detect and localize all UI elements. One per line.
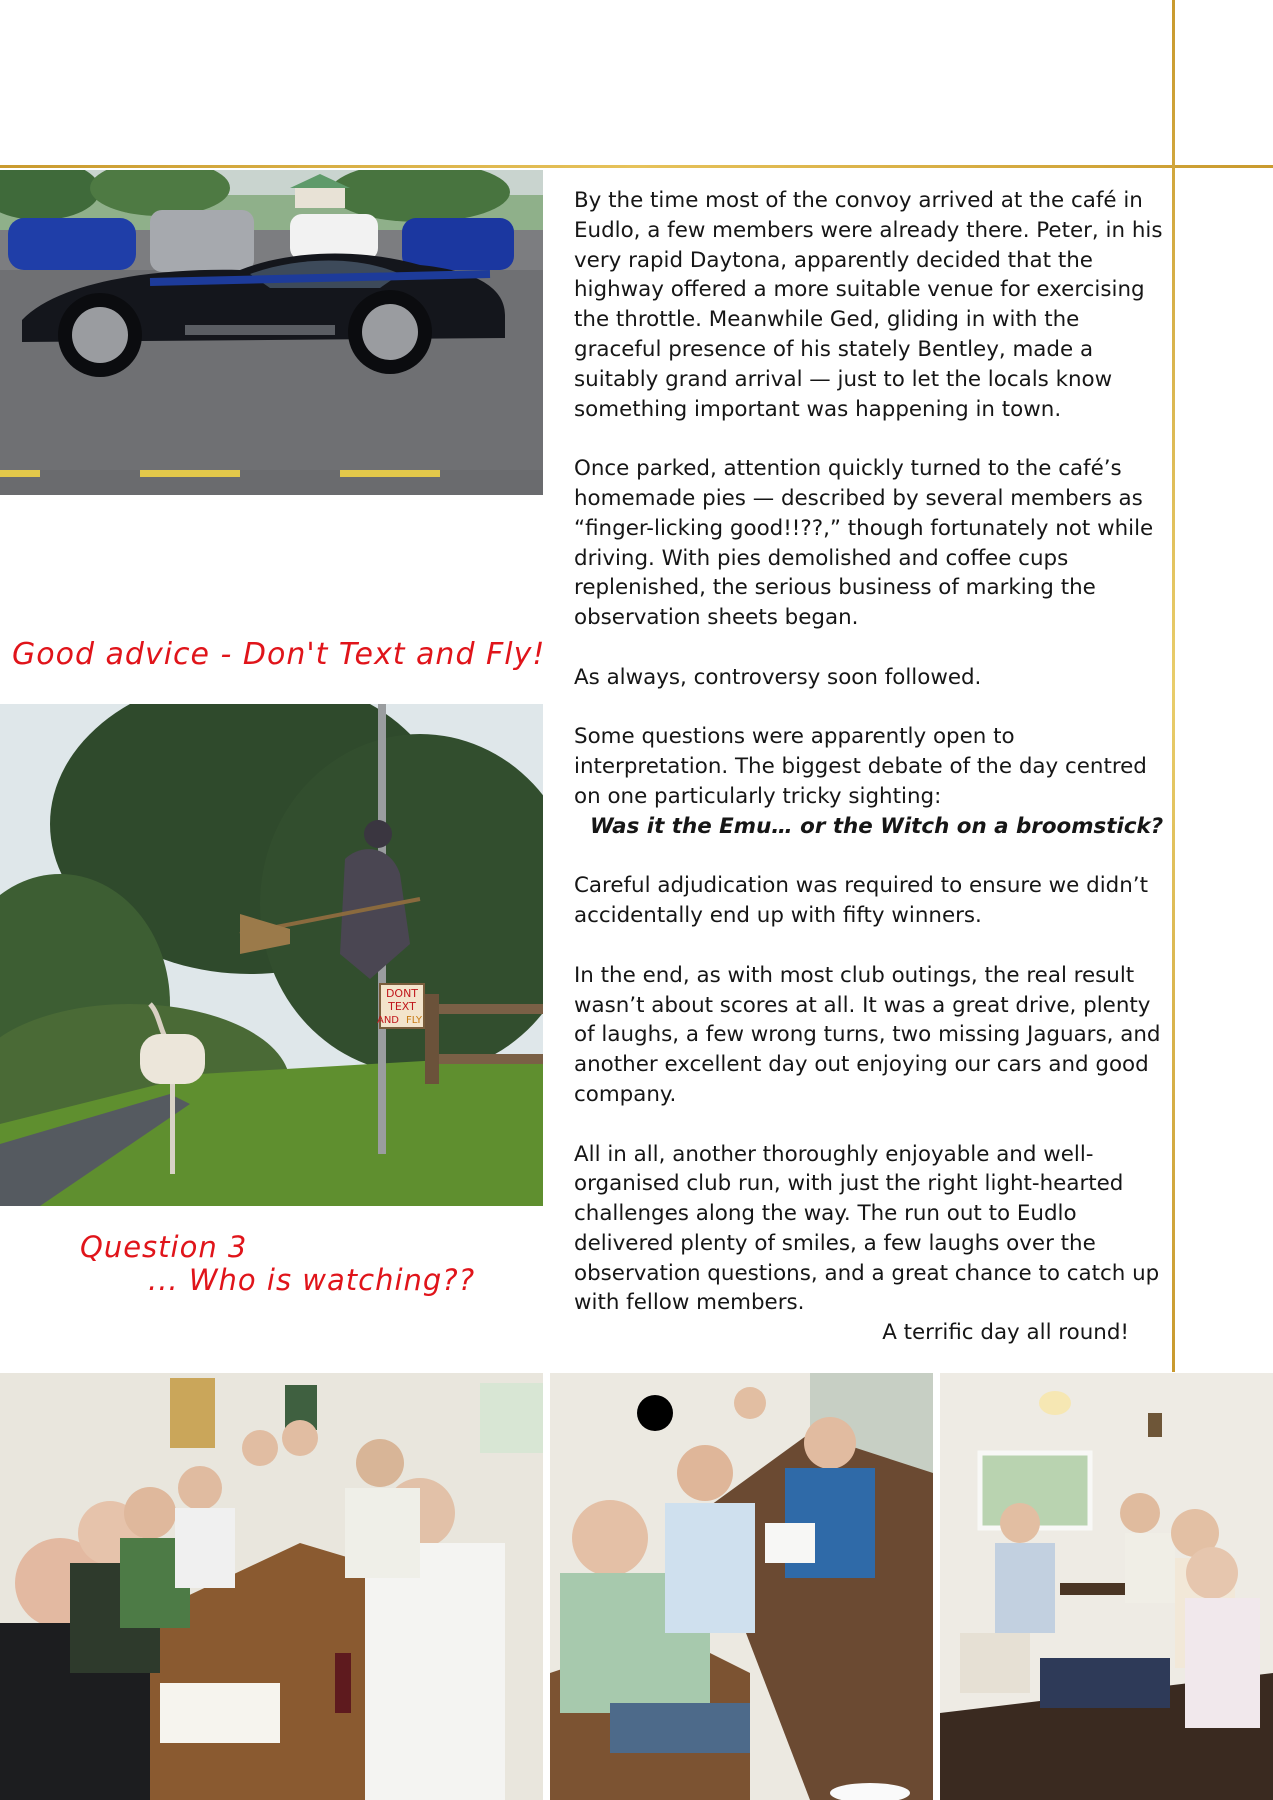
paragraph-debate xyxy=(574,722,1169,841)
cafe-photo-right xyxy=(940,1373,1273,1800)
paragraph-adjudication: Careful adjudication was required to ensure we didn’t accidentally end up with fifty winners. xyxy=(574,873,1148,929)
article-body xyxy=(574,186,1169,1348)
paragraph-result: In the end, as with most club outings, the real result wasn’t about scores at all. It was a great drive, plenty of laughs, a few wrong turns, two missing Jaguars, and another excellent day out enjoying our cars and good company. xyxy=(574,962,1161,1107)
car-photo xyxy=(0,170,543,495)
advice-note: Good advice - Don't Text and Fly! xyxy=(12,637,546,672)
paragraph-controversy: As always, controversy soon followed. xyxy=(574,664,982,690)
witch-photo xyxy=(0,704,543,1206)
paragraph-summary: All in all, another thoroughly enjoyable and well-organised club run, with just the right light-hearted challenges along the way. The run out to Eudlo delivered plenty of smiles, a few laughs over the observation questions, and a great chance to catch up with fellow members. xyxy=(574,1141,1160,1316)
closing-line: A terrific day all round! xyxy=(882,1320,1129,1346)
question-note-line2: ... Who is watching?? xyxy=(148,1263,476,1297)
question-note-line1: Question 3 xyxy=(80,1230,248,1264)
paragraph-arrival: By the time most of the convoy arrived at the café in Eudlo, a few members were already there. Peter, in his very rapid Daytona, apparently decided that the highway offered a more suitable venue for exercising the throttle. Meanwhile Ged, gliding in with the graceful presence of his stately Bentley, made a suitably grand arrival — just to let the locals know something important was happening in town. xyxy=(574,188,1163,422)
debate-highlight: Was it the Emu… or the Witch on a broomstick? xyxy=(590,813,1164,839)
sign-line1: DONT xyxy=(385,987,419,1000)
paragraph-pies: Once parked, attention quickly turned to the café’s homemade pies — described by several members as “finger-licking good!!??,” though fortunately not while driving. With pies demolished and coffee cups replenished, the serious business of marking the observation sheets began. xyxy=(574,456,1154,631)
gold-horizontal-rule xyxy=(0,165,1273,168)
paragraph-debate-text: Some questions were apparently open to interpretation. The biggest debate of the day centred on one particularly tricky sighting: xyxy=(574,724,1147,809)
sign-line3a: AND xyxy=(376,1015,400,1026)
gold-vertical-rule xyxy=(1172,0,1175,1372)
sign-line2: TEXT xyxy=(388,1000,416,1013)
cafe-photo-middle xyxy=(550,1373,933,1800)
sign-line3b: FLY xyxy=(405,1015,423,1026)
cafe-photo-left xyxy=(0,1373,543,1800)
